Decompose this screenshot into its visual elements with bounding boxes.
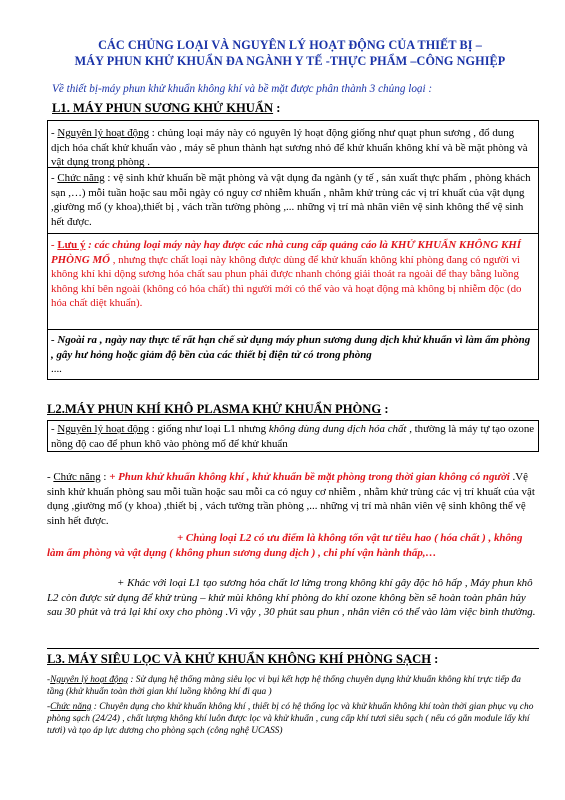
function-text: .Vệ sinh khử khuẩn phòng sau mỗi tuần hoặc sau mỗi ca có nguy cơ nhiễm , nhằm khử trùng các vị trí khuất của vật dụng ,giường mổ (y khoa) ,thiết bị , vách tường trần phòng ,... những vị trí mà nhân viên vệ sinh không thể vệ sinh hết được. bbox=[47, 471, 535, 527]
function-text: : vệ sinh khử khuẩn bề mặt phòng và vật dụng đa ngành (y tế , sản xuất thực phẩm , phòng khách sạn ,…) mỗi tuần hoặc sau mỗi ngày có nguy cơ nhiễm khuẩn , nhằm khử trùng các vị trí khuất của vật dụng ,giường mổ (y khoa),thiết bị , vách trần tường phòng ,... những vị trí mà nhân viên vệ sinh không thể vệ sinh hết được. bbox=[51, 172, 531, 228]
section-1-principle: - Nguyên lý hoạt động : chủng loại máy này có nguyên lý hoạt động giống như quạt phun sương , đổ dung dịch hóa chất khử khuẩn vào , máy sẽ phun thành hạt sương nhỏ để khử khuẩn không khí và bề mặt phòng và vật dụng trong phòng . bbox=[47, 120, 539, 168]
extra-text: - Ngoài ra , ngày nay thực tế rất hạn chế sử dụng máy phun sương dung dịch khử khuẩn vì làm ẩm phòng , gây hư hỏng hoặc giảm độ bền của các thiết bị điện tử có trong phòng bbox=[51, 334, 531, 361]
function-sep: : bbox=[100, 471, 110, 483]
section-divider bbox=[47, 648, 539, 649]
principle-emphasis: không dùng dung dịch hóa chất bbox=[268, 423, 407, 435]
document-title-line-1: CÁC CHỦNG LOẠI VÀ NGUYÊN LÝ HOẠT ĐỘNG CỦA THIẾT BỊ – bbox=[98, 38, 482, 52]
section-3-function: -Chức năng : Chuyên dụng cho khử khuẩn không khí , thiết bị có hệ thống lọc và khử khuẩn không khí toàn thời gian phục vụ cho phòng sạch (24/24) , chất lượng không khí luôn được lọc và khử khuẩn , cung cấp khí tươi siêu sạch ( nếu có gắn module lấy khí tươi) và tạo áp lực dương cho phòng sạch (công nghệ UCASS) bbox=[47, 702, 534, 736]
principle-text: : chủng loại máy này có nguyên lý hoạt động giống như quạt phun sương , đổ dung dịch hóa chất khử khuẩn vào , máy sẽ phun thành hạt sương nhỏ để khử khuẩn không khí và bề mặt phòng và vật dụng trong phòng . bbox=[51, 127, 528, 168]
function-text: : Chuyên dụng cho khử khuẩn không khí , thiết bị có hệ thống lọc và khử khuẩn không khí toàn thời gian phục vụ cho phòng sạch (24/24) , chất lượng không khí luôn được lọc và khử khuẩn , cung cấp khí tươi siêu sạch ( nếu có gắn module lấy khí tươi) và tạo áp lực dương cho phòng sạch (công nghệ UCASS) bbox=[47, 702, 534, 736]
section-1-note: - Lưu ý : các chủng loại máy này hay được các nhà cung cấp quảng cáo là KHỬ KHUẨN KHÔNG KHÍ PHÒNG MỔ , nhưng thực chất loại này không được dùng để khử khuẩn không khí phòng đang có người vì không khí khi dộng sương hóa chất sau phun phải được nhanh chóng giải thoát ra ngoài để thay bằng luồng không khí bên ngoài (không có hóa chất) thì người mới có thể vào và hoạt động mà không bị nhiễm độc (do hóa chất diệt khuẩn). bbox=[47, 234, 539, 330]
section-3-principle: -Nguyên lý hoạt động : Sử dụng hệ thống màng siêu lọc vi bụi kết hợp hệ thống chuyên dụng khử khuẩn không khí trực tiếp đa tầng (khử khuẩn toàn thời gian khí luồng không khí đi qua ) bbox=[47, 675, 521, 697]
principle-label: Nguyên lý hoạt động bbox=[57, 127, 150, 139]
intro-text: Về thiết bị-máy phun khử khuẩn không khí và bề mặt được phân thành 3 chủng loại : bbox=[52, 83, 433, 95]
section-2-heading: L2.MÁY PHUN KHÍ KHÔ PLASMA KHỬ KHUẨN PHÒNG : bbox=[47, 402, 389, 416]
section-1-function: - Chức năng : vệ sinh khử khuẩn bề mặt phòng và vật dụng đa ngành (y tế , sản xuất thực phẩm , phòng khách sạn ,…) mỗi tuần hoặc sau mỗi ngày có nguy cơ nhiễm khuẩn , nhằm khử trùng các vị trí khuất của vật dụng ,giường mổ (y khoa),thiết bị , vách trần tường phòng ,... những vị trí mà nhân viên vệ sinh không thể vệ sinh hết được. bbox=[47, 168, 539, 234]
principle-text: : giống như loại L1 nhưng bbox=[149, 423, 269, 435]
section-1-heading: L1. MÁY PHUN SƯƠNG KHỬ KHUẨN : bbox=[52, 101, 281, 115]
note-emphasis: : các chủng loại máy này hay được các nhà cung cấp quảng cáo là KHỬ KHUẨN KHÔNG KHÍ PHÒNG MỔ bbox=[51, 239, 521, 266]
principle-label: Nguyên lý hoạt động bbox=[50, 675, 128, 685]
note-label: Lưu ý bbox=[57, 239, 86, 251]
section-2-advantage bbox=[47, 531, 539, 577]
document-title-line-2: MÁY PHUN KHỬ KHUẨN ĐA NGÀNH Y TẾ -THỰC PHẨM –CÔNG NGHIỆP bbox=[74, 54, 506, 68]
extra-ellipsis: .... bbox=[51, 363, 62, 375]
function-label: Chức năng bbox=[53, 471, 101, 483]
section-2-comparison bbox=[47, 576, 539, 634]
function-label: Chức năng bbox=[57, 172, 105, 184]
section-3-heading: L3. MÁY SIÊU LỌC VÀ KHỬ KHUẨN KHÔNG KHÍ PHÒNG SẠCH : bbox=[47, 652, 439, 666]
principle-text: : Sử dụng hệ thống màng siêu lọc vi bụi kết hợp hệ thống chuyên dụng khử khuẩn không khí trực tiếp đa tầng (khử khuẩn toàn thời gian khí luồng không khí đi qua ) bbox=[47, 675, 521, 697]
function-label: Chức năng bbox=[50, 702, 92, 712]
section-2-principle: - Nguyên lý hoạt động : giống như loại L1 nhưng không dùng dung dịch hóa chất , thường là máy tự tạo ozone nồng độ cao để phun khô vào phòng mổ để khử khuẩn bbox=[47, 420, 539, 452]
comparison-text: + Khác với loại L1 tạo sương hóa chất lơ lửng trong không khí gây độc hô hấp , Máy phun khô L2 còn được sử dụng để khử trùng – khử mùi không khí phòng do khí ozone không bền sẽ hoàn toàn phân hủy sau 30 phút và trả lại khí oxy cho phòng .Vì vậy , 30 phút sau phun , nhân viên có thể vào làm việc bình thường. bbox=[47, 577, 536, 618]
advantage-text: + Chủng loại L2 có ưu điểm là không tốn vật tư tiêu hao ( hóa chất ) , không làm ẩm phòng và vật dụng ( không phun sương dung dịch ) , chi phí vận hành thấp,… bbox=[47, 532, 523, 559]
principle-tail: , thường là máy tự tạo ozone nồng độ cao để phun khô vào phòng mổ để khử khuẩn bbox=[51, 423, 535, 450]
principle-label: Nguyên lý hoạt động bbox=[57, 423, 150, 435]
section-2-function: - Chức năng : + Phun khử khuẩn không khí , khử khuẩn bề mặt phòng trong thời gian không có người .Vệ sinh khử khuẩn phòng sau mỗi tuần hoặc sau mỗi ca có nguy cơ nhiễm , nhằm khử trùng các vị trí khuất của vật dụng ,giường mổ (y khoa) ,thiết bị , vách tường trần phòng ,... những vị trí mà nhân viên vệ sinh không thể vệ sinh hết được. bbox=[47, 471, 535, 527]
section-1-extra bbox=[47, 330, 539, 380]
note-text: , nhưng thực chất loại này không được dùng để khử khuẩn không khí phòng đang có người vì không khí khi dộng sương hóa chất sau phun phải được nhanh chóng giải thoát ra ngoài để thay bằng luồng không khí bên ngoài (không có hóa chất) thì người mới có thể vào và hoạt động mà không bị nhiễm độc (do hóa chất diệt khuẩn). bbox=[51, 253, 522, 309]
function-emphasis: + Phun khử khuẩn không khí , khử khuẩn bề mặt phòng trong thời gian không có người bbox=[109, 471, 510, 483]
